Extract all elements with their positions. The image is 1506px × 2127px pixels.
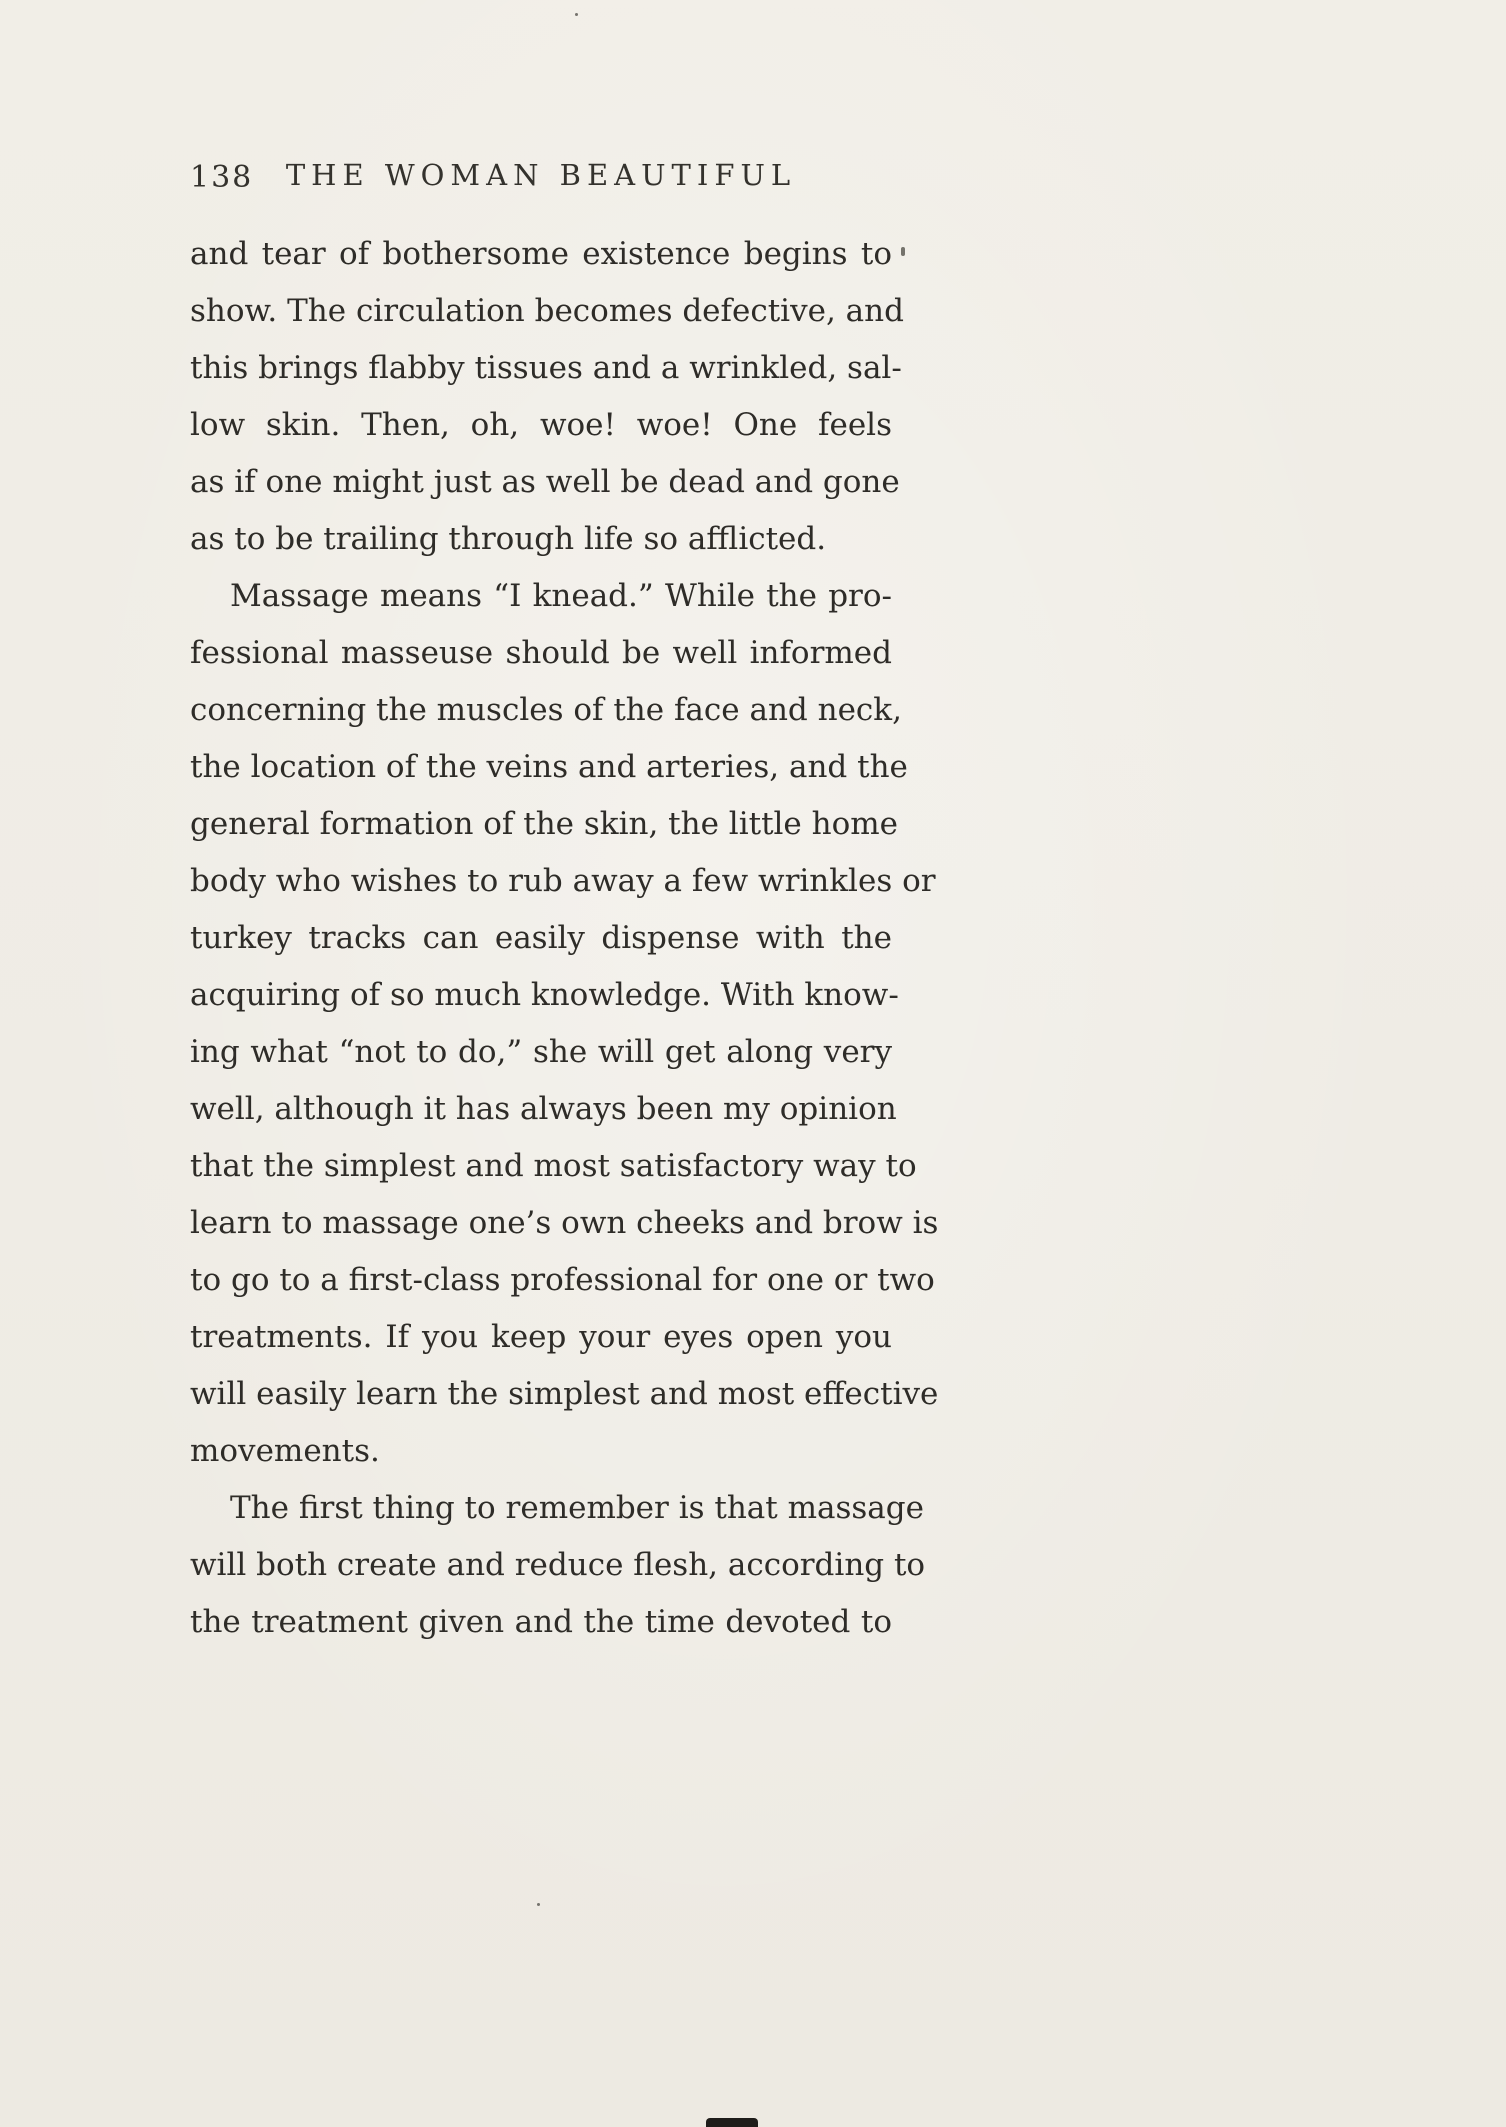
scan-speck [537, 1903, 540, 1906]
text-line: movements. [190, 1433, 380, 1469]
text-line: learn to massage one’s own cheeks and brow is [190, 1205, 939, 1241]
text-line: will both create and reduce flesh, according to [190, 1547, 926, 1583]
scan-speck [575, 13, 578, 16]
text-line: body who wishes to rub away a few wrinkles or [190, 863, 936, 899]
text-line: show. The circulation becomes defective, and [190, 293, 904, 329]
page-number: 138 [190, 160, 254, 195]
scan-artifact [706, 2118, 758, 2127]
text-line: ing what “not to do,” she will get along very [190, 1034, 892, 1070]
text-line: that the simplest and most satisfactory way to [190, 1148, 917, 1184]
text-line: Massage means “I knead.” While the pro- [230, 578, 892, 614]
paragraph [190, 226, 904, 568]
text-line: to go to a first-class professional for one or two [190, 1262, 935, 1298]
running-title: THE WOMAN BEAUTIFUL [285, 158, 797, 192]
text-line: treatments. If you keep your eyes open you [190, 1319, 892, 1355]
text-line: will easily learn the simplest and most effective [190, 1376, 939, 1412]
text-line: the location of the veins and arteries, and the [190, 749, 908, 785]
text-line: turkey tracks can easily dispense with the [190, 920, 892, 956]
text-line: The first thing to remember is that massage [230, 1490, 924, 1526]
text-line: as to be trailing through life so afflicted. [190, 521, 827, 557]
text-line: concerning the muscles of the face and neck, [190, 692, 902, 728]
text-line: general formation of the skin, the little home [190, 806, 899, 842]
text-line: and tear of bothersome existence begins to [190, 236, 892, 272]
page-header [190, 158, 892, 202]
text-line: well, although it has always been my opinion [190, 1091, 897, 1127]
paragraph [190, 1480, 926, 1651]
text-line: fessional masseuse should be well informed [190, 635, 892, 671]
text-line: the treatment given and the time devoted to [190, 1604, 892, 1640]
text-line: low skin. Then, oh, woe! woe! One feels [190, 407, 892, 443]
paragraph [190, 568, 939, 1480]
text-line: acquiring of so much knowledge. With know- [190, 977, 899, 1013]
body-text [190, 226, 939, 1651]
scan-speck [901, 247, 905, 256]
text-line: this brings flabby tissues and a wrinkled, sal- [190, 350, 902, 386]
text-line: as if one might just as well be dead and gone [190, 464, 900, 500]
